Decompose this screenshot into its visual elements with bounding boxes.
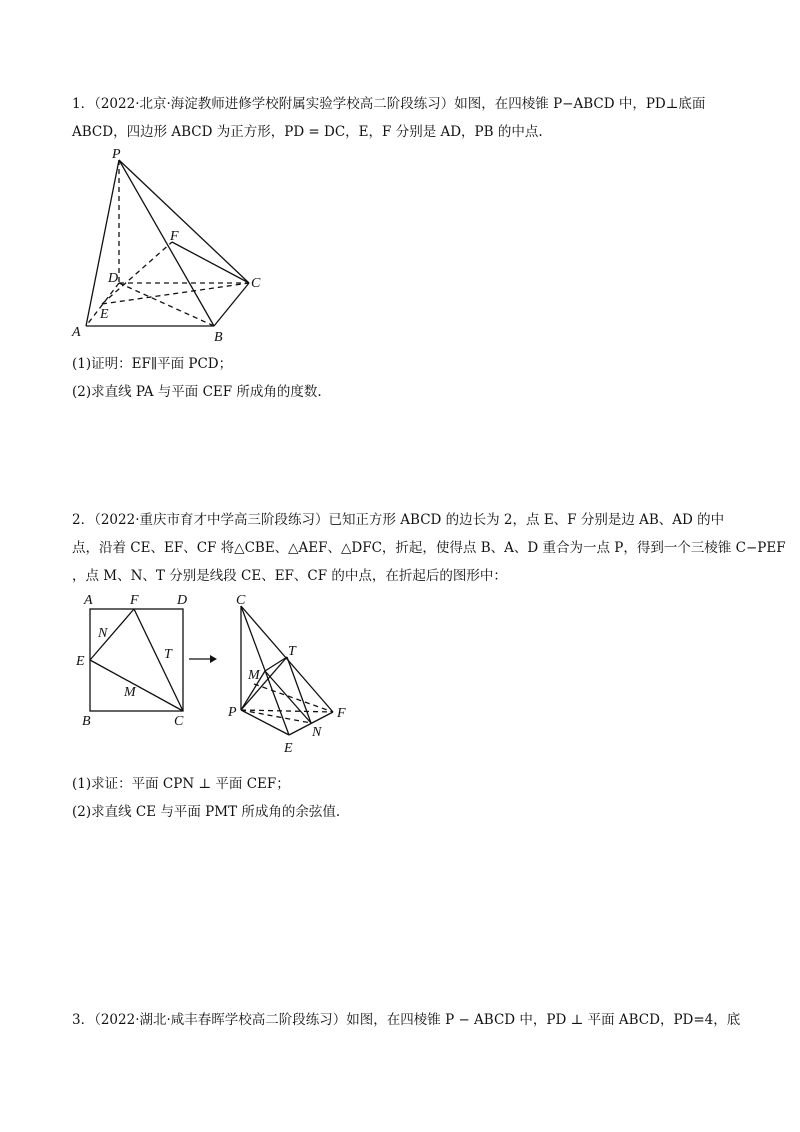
segment-PT [241, 657, 287, 710]
problem-2-stem-line3: ，点 M、N、T 分别是线段 CE、EF、CF 的中点，在折起后的图形中： [72, 568, 507, 584]
pyramid-label-N: N [312, 725, 322, 740]
square-label-B: B [82, 714, 91, 729]
segment-EF [90, 609, 134, 660]
problem-1-question-2: (2)求直线 PA 与平面 CEF 所成角的度数. [72, 384, 322, 400]
pyramid-label-F: F [337, 706, 346, 721]
problem-2-figures [76, 592, 366, 762]
segment-EC [102, 283, 249, 304]
label-B: B [214, 330, 223, 344]
square-label-M: M [124, 685, 136, 700]
problem-2-question-2: (2)求直线 CE 与平面 PMT 所成角的余弦值. [72, 804, 341, 820]
pyramid-label-C: C [236, 593, 246, 608]
edge-PB [119, 160, 214, 326]
fold-arrow-icon [189, 655, 217, 663]
problem-3-stem-line1: 3．（2022·湖北·咸丰春晖学校高二阶段练习）如图，在四棱锥 P − ABCD 中，PD ⊥ 平面 ABCD，PD=4，底 [72, 1012, 741, 1028]
problem-2-question-1: (1)求证：平面 CPN ⊥ 平面 CEF； [72, 776, 290, 792]
segment-FC [172, 242, 249, 283]
pyramid-label-M: M [248, 668, 260, 683]
problem-1-question-1: (1)证明：EF∥平面 PCD； [72, 356, 233, 372]
problem-2-stem-line2: 点，沿着 CE、EF、CF 将△CBE、△AEF、△DFC，折起，使得点 B、A、D 重合为一点 P，得到一个三棱锥 C−PEF [72, 540, 786, 556]
pyramid-label-T: T [288, 644, 296, 659]
label-E: E [100, 307, 109, 322]
problem-1-stem-line1: 1．（2022·北京·海淀教师进修学校附属实验学校高二阶段练习）如图，在四棱锥 P−ABCD 中，PD⊥底面 [72, 96, 706, 112]
segment-TN [287, 657, 311, 723]
square-label-A: A [84, 593, 93, 608]
problem-1-pyramid-figure [66, 146, 276, 344]
diagonal-DB [119, 283, 214, 326]
edge-BC [214, 283, 249, 326]
segment-EC [90, 660, 183, 711]
segment-FC [134, 609, 183, 711]
problem-1-stem-line2: ABCD，四边形 ABCD 为正方形，PD = DC，E，F 分别是 AD，PB 的中点. [72, 124, 543, 140]
label-C: C [251, 276, 261, 291]
edge-EF [289, 712, 333, 735]
edge-PE [241, 710, 289, 735]
edge-PA [86, 160, 119, 326]
edge-PF [241, 710, 333, 712]
label-A: A [72, 325, 81, 340]
square-label-N: N [98, 626, 108, 641]
problem-2-stem-line1: 2．（2022·重庆市育才中学高三阶段练习）已知正方形 ABCD 的边长为 2，点 E、F 分别是边 AB、AD 的中 [72, 512, 725, 528]
pyramid-label-E: E [284, 741, 293, 756]
square-label-T: T [164, 647, 172, 662]
edge-PC [119, 160, 249, 283]
label-P: P [112, 147, 121, 162]
square-label-F: F [130, 593, 139, 608]
label-F: F [170, 229, 179, 244]
square-label-C: C [174, 714, 184, 729]
square-label-D: D [177, 593, 188, 608]
square-label-E: E [76, 654, 85, 669]
label-D: D [108, 271, 119, 286]
pyramid-label-P: P [228, 705, 237, 720]
